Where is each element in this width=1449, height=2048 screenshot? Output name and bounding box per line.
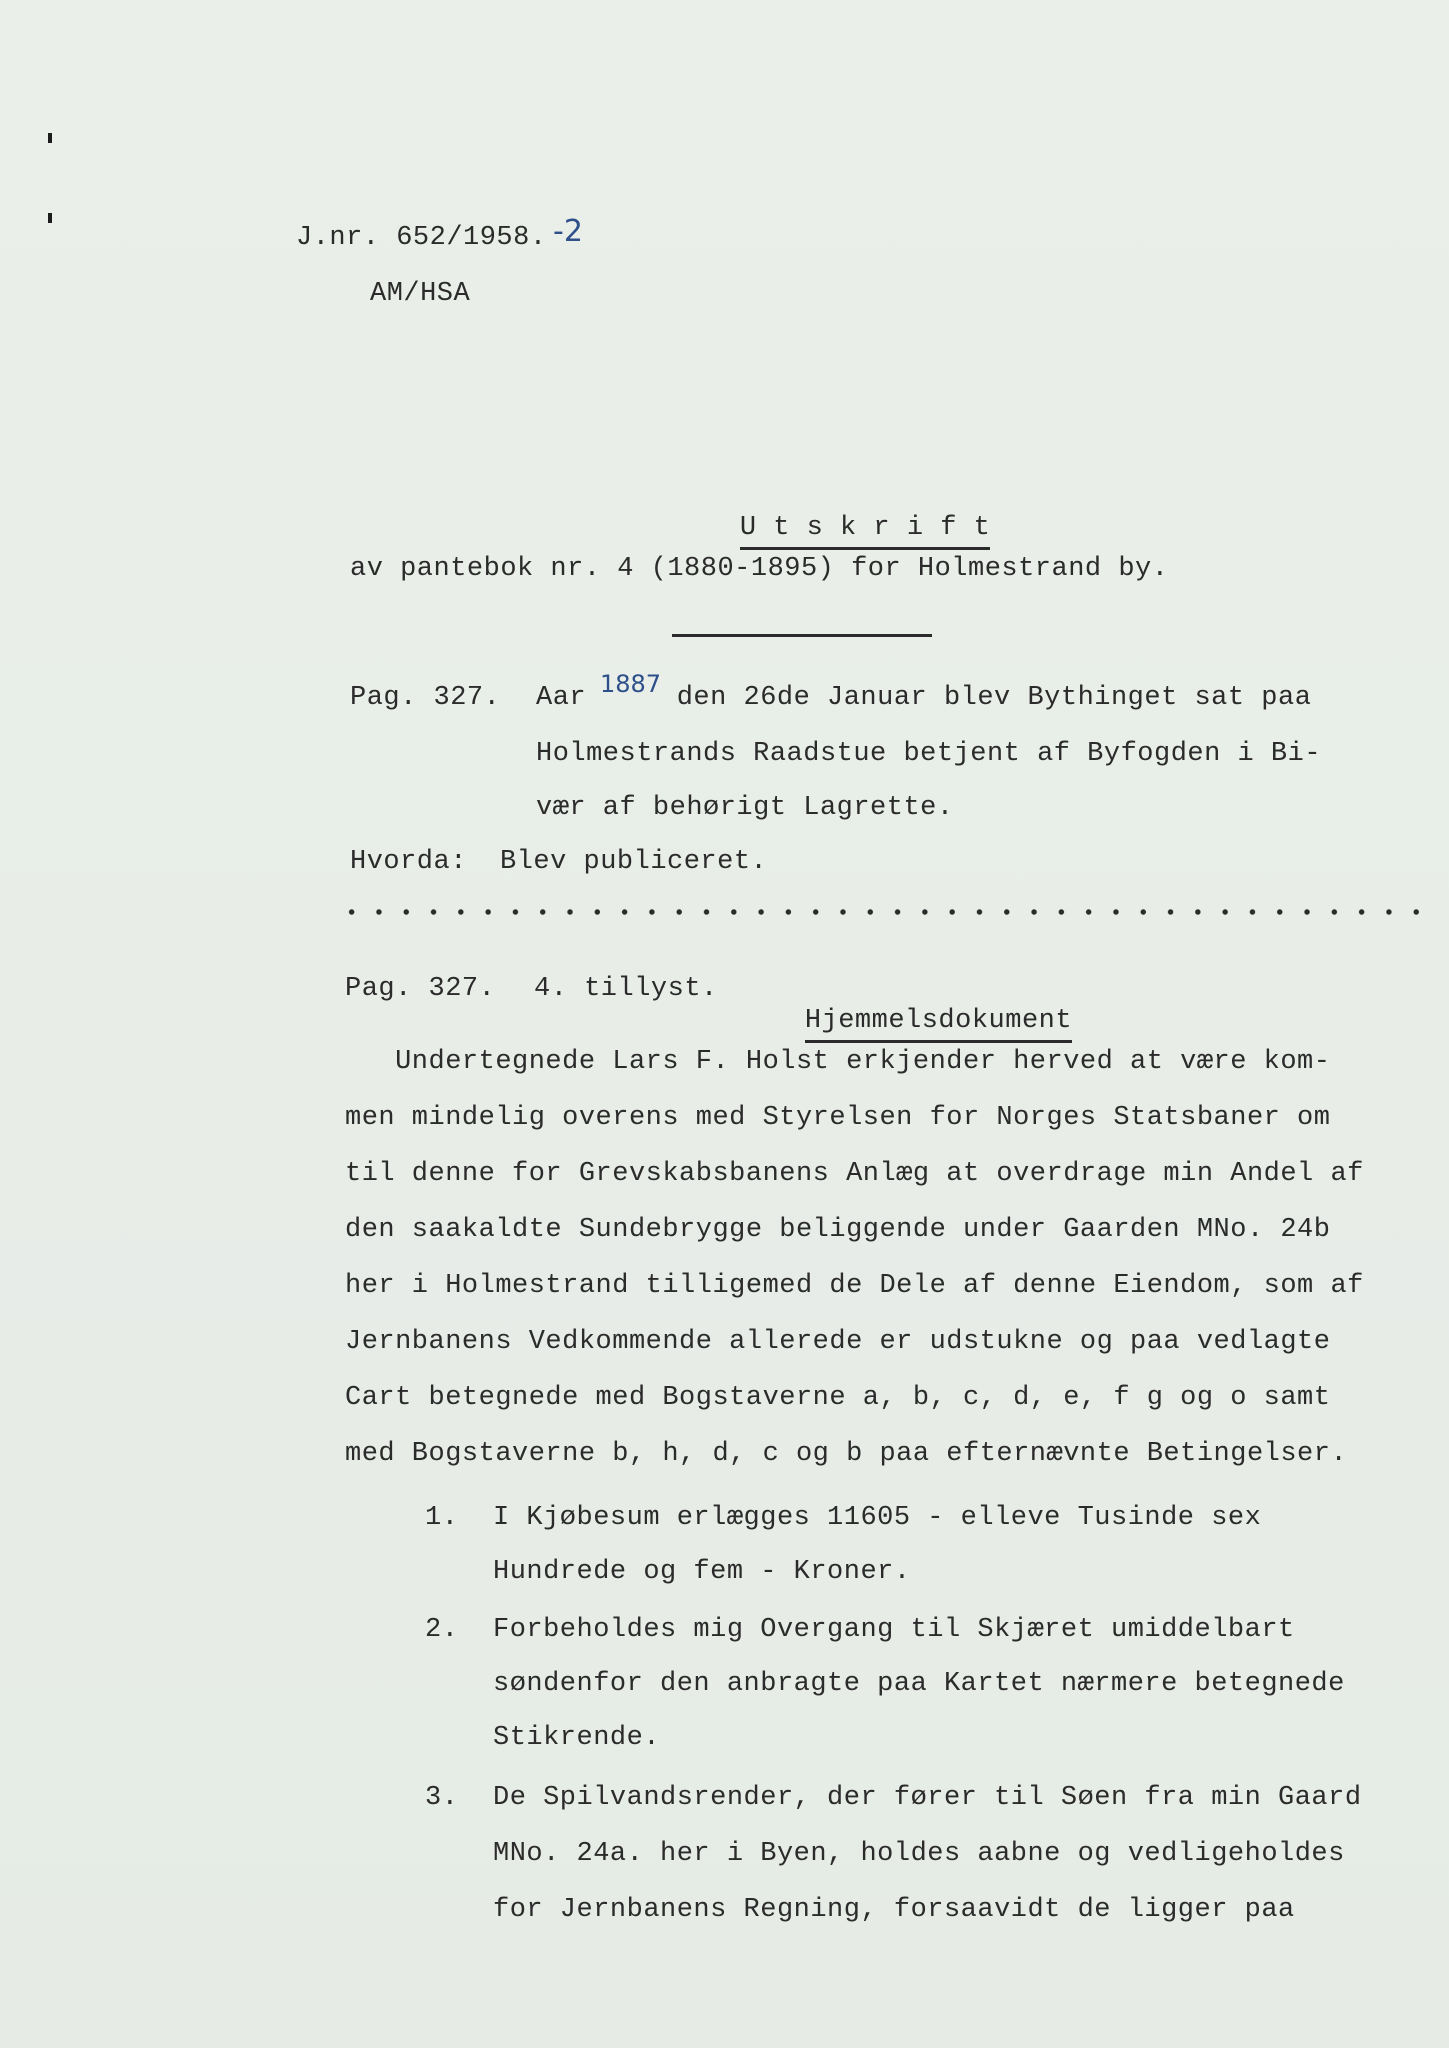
entry1-line2: Holmestrands Raadstue betjent af Byfogden i Bi- xyxy=(536,739,1322,769)
paragraph-line: Jernbanens Vedkommende allerede er udstukne og paa vedlagte xyxy=(345,1327,1331,1357)
paragraph-line: her i Holmestrand tilligemed de Dele af denne Eiendom, som af xyxy=(345,1271,1364,1301)
entry1-line1-prefix: Aar xyxy=(536,683,587,713)
entry2-doc-type-text: Hjemmelsdokument xyxy=(805,1006,1072,1043)
condition-line: I Kjøbesum erlægges 11605 - elleve Tusinde sex xyxy=(493,1503,1262,1533)
entry1-line3: vær af behørigt Lagrette. xyxy=(536,793,954,823)
condition-line: søndenfor den anbragte paa Kartet nærmere betegnede xyxy=(493,1669,1345,1699)
condition-line: Hundrede og fem - Kroner. xyxy=(493,1557,911,1587)
paragraph-line: men mindelig overens med Styrelsen for Norges Statsbaner om xyxy=(345,1103,1331,1133)
condition-number: 3. xyxy=(425,1783,459,1813)
entry1-page-ref: Pag. 327. xyxy=(350,683,501,713)
condition-line: Stikrende. xyxy=(493,1723,661,1753)
initials: AM/HSA xyxy=(370,279,471,309)
document-subtitle: av pantebok nr. 4 (1880-1895) for Holmestrand by. xyxy=(350,554,1169,584)
entry2-number: 4. tillyst. xyxy=(534,974,718,1004)
condition-number: 2. xyxy=(425,1615,459,1645)
condition-line: De Spilvandsrender, der fører til Søen fra min Gaard xyxy=(493,1783,1362,1813)
paragraph-line: Undertegnede Lars F. Holst erkjender herved at være kom- xyxy=(345,1047,1331,1077)
paragraph-line: Cart betegnede med Bogstaverne a, b, c, d, e, f g og o samt xyxy=(345,1383,1331,1413)
punch-mark xyxy=(48,133,52,143)
hvordan-label: Hvorda: xyxy=(350,847,467,877)
journal-suffix-handwritten: -2 xyxy=(553,214,583,249)
paragraph-line: den saakaldte Sundebrygge beliggende under Gaarden MNo. 24b xyxy=(345,1215,1331,1245)
paragraph-line: med Bogstaverne b, h, d, c og b paa efternævnte Betingelser. xyxy=(345,1439,1348,1469)
journal-number: J.nr. 652/1958. xyxy=(296,223,547,253)
hvordan-text: Blev publiceret. xyxy=(500,847,768,877)
document-title-text: U t s k r i f t xyxy=(740,513,991,550)
paragraph-line: til denne for Grevskabsbanens Anlæg at overdrage min Andel af xyxy=(345,1159,1364,1189)
punch-mark xyxy=(48,213,52,223)
condition-line: MNo. 24a. her i Byen, holdes aabne og vedligeholdes xyxy=(493,1839,1345,1869)
condition-line: Forbeholdes mig Overgang til Skjæret umiddelbart xyxy=(493,1615,1295,1645)
entry2-page-ref: Pag. 327. xyxy=(345,974,496,1004)
dotted-separator xyxy=(338,908,1428,916)
condition-number: 1. xyxy=(425,1503,459,1533)
entry1-line1-rest: den 26de Januar blev Bythinget sat paa xyxy=(660,683,1312,713)
entry1-handwritten-year: 1887 xyxy=(600,670,662,698)
condition-line: for Jernbanens Regning, forsaavidt de ligger paa xyxy=(493,1895,1295,1925)
title-divider xyxy=(672,634,932,637)
